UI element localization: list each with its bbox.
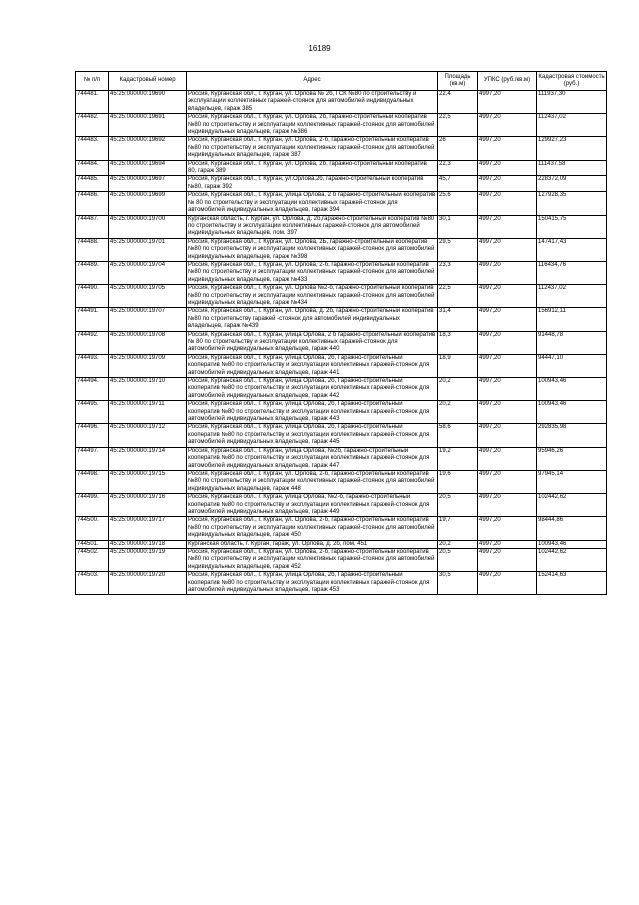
cell-address: Россия, Курганская обл., г. Курган, улица Орлова, 2 б гаражно-строительный кооператив № 80 по строительству и эксплуатации коллективных гаражей-стоянок для автомобилей индивидуальных владельцев, гараж 394 xyxy=(187,192,438,215)
cell-cadastral-number: 45:25:000000:19692 xyxy=(109,137,187,160)
cell-area: 45,7 xyxy=(438,176,478,192)
cell-address: Россия, Курганская обл., г. Курган, ул. Орлова, 2б, гаражно-строительный кооператив №80 по строительству и эксплуатации коллективных гаражей-стоянок для автомобилей индивидуальных владельцев, гараж №386 xyxy=(187,114,438,137)
cell-num: 744498. xyxy=(76,470,109,493)
cell-cost: 94447,10 xyxy=(537,354,607,377)
cell-num: 744487. xyxy=(76,215,109,238)
table-row xyxy=(76,548,607,571)
cell-cadastral-number: 45:25:000000:19691 xyxy=(109,114,187,137)
cell-address: Россия, Курганская обл., г. Курган, ул. Орлова, д. 2б, гаражно-строительный кооператив №80 по строительству гаражей -стоянок для автомобилей индивидуальных владельцев, гараж №439 xyxy=(187,308,438,331)
cell-num: 744491. xyxy=(76,308,109,331)
table-row xyxy=(76,137,607,160)
cell-upks: 4997,20 xyxy=(478,308,537,331)
cell-address: Россия, Курганская обл., г. Курган, улица Орлова, 2б, Гаражно-строительный кооператив №80 по строительству и эксплуатации коллективных гаражей-стоянок для автомобилей индивидуальных владельцев, гараж 443 xyxy=(187,401,438,424)
cell-area: 25,6 xyxy=(438,192,478,215)
cell-area: 58,6 xyxy=(438,424,478,447)
cell-area: 19,2 xyxy=(438,447,478,470)
cell-cost: 150415,75 xyxy=(537,215,607,238)
cell-area: 20,2 xyxy=(438,401,478,424)
cell-upks: 4997,20 xyxy=(478,137,537,160)
cell-num: 744490. xyxy=(76,285,109,308)
table-body xyxy=(76,91,607,595)
cell-area: 18,9 xyxy=(438,354,478,377)
table-row xyxy=(76,285,607,308)
cell-area: 19,6 xyxy=(438,470,478,493)
cell-upks: 4997,20 xyxy=(478,470,537,493)
cell-area: 30,5 xyxy=(438,572,478,595)
cell-cost: 228372,09 xyxy=(537,176,607,192)
table-row xyxy=(76,160,607,176)
cell-upks: 4997,20 xyxy=(478,91,537,114)
cell-cadastral-number: 45:25:000000:19709 xyxy=(109,354,187,377)
cell-cost: 147417,43 xyxy=(537,238,607,261)
cell-address: Россия, Курганская обл., г. Курган, ул. Орлова, 2б, гаражно-строительный кооператив 80, гараж 389 xyxy=(187,160,438,176)
cell-address: Курганская область, г. Курган, ул. Орлова, д. 2б,гаражно-строительный кооператив №80 по строительству и эксплуатации коллективных гаражей-стоянок для автомобилей индивидуальных владельцев, пом. 397 xyxy=(187,215,438,238)
cell-upks: 4997,20 xyxy=(478,572,537,595)
table-row xyxy=(76,424,607,447)
cell-num: 744501. xyxy=(76,540,109,548)
cell-address: Россия, Курганская обл., г. Курган, улица Орлова, 2б, Гаражно-строительный кооператив №80 по строительству и эксплуатации коллективных гаражей-стоянок для автомобилей индивидуальных владельцев, гараж 445 xyxy=(187,424,438,447)
cell-address: Россия, Курганская обл., г. Курган, улица Орлова, 2б, Гаражно-строительный кооператив №80 по строительству и эксплуатации коллективных гаражей-стоянок для автомобилей индивидуальных владельцев, гараж 442 xyxy=(187,378,438,401)
cell-upks: 4997,20 xyxy=(478,261,537,284)
cell-cost: 127928,35 xyxy=(537,192,607,215)
cell-cost: 111937,30 xyxy=(537,91,607,114)
cell-cadastral-number: 45:25:000000:19716 xyxy=(109,494,187,517)
cell-area: 31,4 xyxy=(438,308,478,331)
header-cadastral: Кадастровый номер xyxy=(109,72,187,91)
cell-cost: 112437,02 xyxy=(537,114,607,137)
table-row xyxy=(76,238,607,261)
table-row xyxy=(76,331,607,354)
cell-upks: 4997,20 xyxy=(478,424,537,447)
cell-cost: 100943,46 xyxy=(537,540,607,548)
cell-cadastral-number: 45:25:000000:19712 xyxy=(109,424,187,447)
header-address: Адрес xyxy=(187,72,438,91)
table-row xyxy=(76,215,607,238)
cell-num: 744499. xyxy=(76,494,109,517)
cell-num: 744484. xyxy=(76,160,109,176)
table-header-row xyxy=(76,72,607,91)
cell-cost: 292835,98 xyxy=(537,424,607,447)
table-row xyxy=(76,114,607,137)
cell-upks: 4997,20 xyxy=(478,160,537,176)
cell-cost: 112437,02 xyxy=(537,285,607,308)
cell-cost: 102442,62 xyxy=(537,494,607,517)
table-row xyxy=(76,308,607,331)
cell-cost: 95946,26 xyxy=(537,447,607,470)
cell-cost: 156912,11 xyxy=(537,308,607,331)
cell-upks: 4997,20 xyxy=(478,238,537,261)
cell-num: 744486. xyxy=(76,192,109,215)
cell-cadastral-number: 45:25:000000:19697 xyxy=(109,176,187,192)
cell-area: 22,3 xyxy=(438,160,478,176)
table-row xyxy=(76,401,607,424)
header-cost: Кадастровая стоимость (руб.) xyxy=(537,72,607,91)
header-num: № п/п xyxy=(76,72,109,91)
cell-cost: 116434,76 xyxy=(537,261,607,284)
table-row xyxy=(76,354,607,377)
cell-address: Курганская область, г. Курган, гараж, ул. Орлова, д. 2б, пом. 451 xyxy=(187,540,438,548)
cell-upks: 4997,20 xyxy=(478,354,537,377)
cell-cadastral-number: 45:25:000000:19699 xyxy=(109,192,187,215)
cell-upks: 4997,20 xyxy=(478,176,537,192)
cell-num: 744481. xyxy=(76,91,109,114)
cell-address: Россия, Курганская обл., г. Курган, улица Орлова, 2 б гаражно-строительный кооператив № 80 по строительству и эксплуатации коллективных гаражей-стоянок для автомобилей индивидуальных владельцев, гараж 440 xyxy=(187,331,438,354)
cell-area: 20,5 xyxy=(438,548,478,571)
cell-cadastral-number: 45:25:000000:19704 xyxy=(109,261,187,284)
cell-upks: 4997,20 xyxy=(478,114,537,137)
cell-num: 744493. xyxy=(76,354,109,377)
cell-num: 744496. xyxy=(76,424,109,447)
cell-area: 29,5 xyxy=(438,238,478,261)
cell-area: 22,4 xyxy=(438,91,478,114)
cell-address: Россия, Курганская обл., г. Курган, ул. Орлова, 2-б, гаражно-строительный кооператив №80 по строительству и эксплуатации коллективных гаражей-стоянок для автомобилей индивидуальных владельцев, гараж 452 xyxy=(187,548,438,571)
cell-cadastral-number: 45:25:000000:19717 xyxy=(109,517,187,540)
cell-num: 744500. xyxy=(76,517,109,540)
cell-upks: 4997,20 xyxy=(478,401,537,424)
cell-cadastral-number: 45:25:000000:19707 xyxy=(109,308,187,331)
header-area: Площадь (кв.м) xyxy=(438,72,478,91)
header-upks: УПКС (руб./кв.м) xyxy=(478,72,537,91)
cell-upks: 4997,20 xyxy=(478,548,537,571)
table-row xyxy=(76,540,607,548)
cell-cadastral-number: 45:25:000000:19718 xyxy=(109,540,187,548)
cell-address: Россия, Курганская обл., г. Курган, ул.Орлова,2б, гаражно-строительный кооператив №80, гараж 392 xyxy=(187,176,438,192)
cell-address: Россия, Курганская обл., г. Курган, ул. Орлова № 2б, ГСК №80 по строительству и эксплуатации коллективных гаражей-стоянок для автомобилей индивидуальных владельцев, гараж 385 xyxy=(187,91,438,114)
cell-cadastral-number: 45:25:000000:19694 xyxy=(109,160,187,176)
cell-upks: 4997,20 xyxy=(478,494,537,517)
cell-area: 22,5 xyxy=(438,285,478,308)
cell-num: 744497. xyxy=(76,447,109,470)
cell-upks: 4997,20 xyxy=(478,285,537,308)
cell-upks: 4997,20 xyxy=(478,378,537,401)
cell-cadastral-number: 45:25:000000:19708 xyxy=(109,331,187,354)
cell-address: Россия, Курганская обл., г. Курган, ул. Орлова №2-б, гаражно-строительный кооператив №80 по строительству и эксплуатации коллективных гаражей-стоянок для автомобилей индивидуальных владельцев, гараж №434 xyxy=(187,285,438,308)
cadastral-table xyxy=(75,71,607,595)
cell-area: 22,5 xyxy=(438,114,478,137)
cell-cadastral-number: 45:25:000000:19720 xyxy=(109,572,187,595)
cell-cost: 129927,23 xyxy=(537,137,607,160)
cell-area: 23,3 xyxy=(438,261,478,284)
table-row xyxy=(76,378,607,401)
table-row xyxy=(76,572,607,595)
cell-num: 744502. xyxy=(76,548,109,571)
cell-upks: 4997,20 xyxy=(478,540,537,548)
cell-num: 744485. xyxy=(76,176,109,192)
cell-upks: 4997,20 xyxy=(478,517,537,540)
cell-upks: 4997,20 xyxy=(478,215,537,238)
table-row xyxy=(76,192,607,215)
cell-cadastral-number: 45:25:000000:19719 xyxy=(109,548,187,571)
cell-num: 744489. xyxy=(76,261,109,284)
cell-address: Россия, Курганская обл., г. Курган, улица Орлова, №2б, гаражно-строительный кооператив №80 по строительству и эксплуатации коллективных гаражей-стоянок для автомобилей индивидуальных владельцев, гараж 447 xyxy=(187,447,438,470)
cell-num: 744492. xyxy=(76,331,109,354)
cell-address: Россия, Курганская обл., г. Курган, ул. Орлова, 2-б, гаражно-строительный кооператив №80 по строительству и эксплуатации коллективных гаражей-стоянок для автомобилей индивидуальных владельцев, гараж №433 xyxy=(187,261,438,284)
cell-cost: 98444,86 xyxy=(537,517,607,540)
cell-num: 744495. xyxy=(76,401,109,424)
cell-address: Россия, Курганская обл., г. Курган, ул. Орлова, 2-б, гаражно-строительный кооператив №80 по строительству и эксплуатации коллективных гаражей-стоянок для автомобилей индивидуальных владельцев, гараж 387 xyxy=(187,137,438,160)
table-row xyxy=(76,176,607,192)
cell-area: 19,7 xyxy=(438,517,478,540)
table-row xyxy=(76,261,607,284)
cell-area: 26 xyxy=(438,137,478,160)
cell-upks: 4997,20 xyxy=(478,331,537,354)
cell-cadastral-number: 45:25:000000:19701 xyxy=(109,238,187,261)
cell-cost: 100943,46 xyxy=(537,378,607,401)
cell-cost: 97945,14 xyxy=(537,470,607,493)
cell-address: Россия, Курганская обл., г. Курган, ул. Орлова, 2Б, гаражно-строительный кооператив №80 по строительству и эксплуатации коллективных гаражей-стоянок для автомобилей индивидуальных владельцев, гараж №398 xyxy=(187,238,438,261)
cell-area: 20,2 xyxy=(438,378,478,401)
cell-cost: 91448,78 xyxy=(537,331,607,354)
cell-cost: 102442,62 xyxy=(537,548,607,571)
table-row xyxy=(76,494,607,517)
table-row xyxy=(76,447,607,470)
cell-cadastral-number: 45:25:000000:19690 xyxy=(109,91,187,114)
cell-cadastral-number: 45:25:000000:19714 xyxy=(109,447,187,470)
cell-num: 744488. xyxy=(76,238,109,261)
cell-area: 18,3 xyxy=(438,331,478,354)
cell-address: Россия, Курганская обл., г. Курган, ул. Орлова, 2-б, гаражно-строительный кооператив №80 по строительству и эксплуатации коллективных гаражей-стоянок для автомобилей индивидуальных владельцев, гараж 448 xyxy=(187,470,438,493)
cell-cadastral-number: 45:25:000000:19705 xyxy=(109,285,187,308)
cell-address: Россия, Курганская обл., г. Курган, улица Орлова, 2б, Гаражно-строительный кооператив №80 по строительству и эксплуатации коллективных гаражей-стоянок для автомобилей индивидуальных владельцев, гараж 441 xyxy=(187,354,438,377)
table-row xyxy=(76,517,607,540)
cell-cost: 111437,58 xyxy=(537,160,607,176)
table-row xyxy=(76,91,607,114)
cell-address: Россия, Курганская обл., г. Курган, улица Орлова, №2-б, гаражно-строительный кооператив №80 по строительству и эксплуатации коллективных гаражей-стоянок для автомобилей индивидуальных владельцев, гараж 449 xyxy=(187,494,438,517)
cell-num: 744503. xyxy=(76,572,109,595)
cell-cadastral-number: 45:25:000000:19715 xyxy=(109,470,187,493)
cell-num: 744494. xyxy=(76,378,109,401)
cell-upks: 4997,20 xyxy=(478,447,537,470)
cell-cadastral-number: 45:25:000000:19710 xyxy=(109,378,187,401)
cell-num: 744482. xyxy=(76,114,109,137)
cell-upks: 4997,20 xyxy=(478,192,537,215)
cell-area: 20,5 xyxy=(438,494,478,517)
cell-area: 20,2 xyxy=(438,540,478,548)
cell-cost: 152414,63 xyxy=(537,572,607,595)
cell-area: 30,1 xyxy=(438,215,478,238)
cell-num: 744483. xyxy=(76,137,109,160)
cell-address: Россия, Курганская обл., г. Курган, улица Орлова, 2б, Гаражно-строительный кооператив №80 по строительству и эксплуатации коллективных гаражей-стоянок для автомобилей индивидуальных владельцев, гараж 453 xyxy=(187,572,438,595)
cell-cost: 100943,46 xyxy=(537,401,607,424)
cell-cadastral-number: 45:25:000000:19711 xyxy=(109,401,187,424)
cell-address: Россия, Курганская обл., г. Курган, ул. Орлова, 2-б, гаражно-строительный кооператив №80 по строительству и эксплуатации коллективных гаражей-стоянок для автомобилей индивидуальных владельцев, гараж 450 xyxy=(187,517,438,540)
table-row xyxy=(76,470,607,493)
page-number: 16189 xyxy=(308,44,331,53)
cell-cadastral-number: 45:25:000000:19700 xyxy=(109,215,187,238)
